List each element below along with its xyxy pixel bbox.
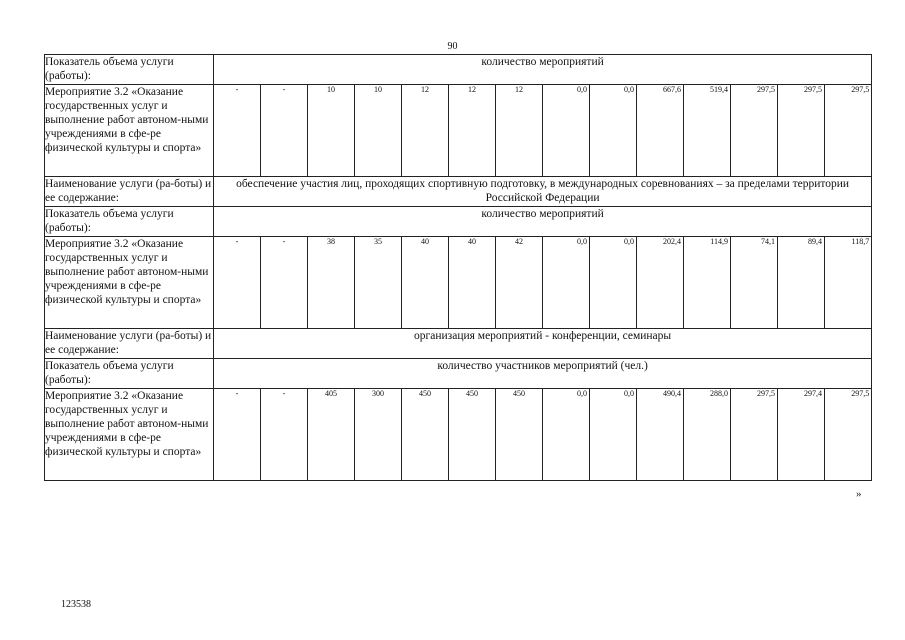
value-cell: 12 <box>449 85 496 177</box>
value-cell: - <box>261 85 308 177</box>
service-name-value: обеспечение участия лиц, проходящих спортивную подготовку, в международных соревнованиях – за пределами территории Российской Федерации <box>214 177 872 207</box>
indicator-row <box>45 55 872 85</box>
measure-row <box>45 237 872 329</box>
value-cell: 40 <box>449 237 496 329</box>
value-cell: - <box>261 389 308 481</box>
service-name-row <box>45 177 872 207</box>
value-cell: 202,4 <box>637 237 684 329</box>
value-cell: 12 <box>496 85 543 177</box>
indicator-row <box>45 207 872 237</box>
measure-label: Мероприятие 3.2 «Оказание государственных услуг и выполнение работ автоном-ными учреждениями в сфе-ре физической культуры и спорта» <box>45 389 214 481</box>
value-cell: 118,7 <box>825 237 872 329</box>
value-cell: 42 <box>496 237 543 329</box>
value-cell: 297,5 <box>731 389 778 481</box>
value-cell: 297,5 <box>778 85 825 177</box>
value-cell: 519,4 <box>684 85 731 177</box>
indicator-value: количество мероприятий <box>214 207 872 237</box>
value-cell: 0,0 <box>590 389 637 481</box>
closing-quote: » <box>856 488 862 500</box>
value-cell: 0,0 <box>590 85 637 177</box>
value-cell: 450 <box>449 389 496 481</box>
indicator-value: количество мероприятий <box>214 55 872 85</box>
measure-label: Мероприятие 3.2 «Оказание государственных услуг и выполнение работ автоном-ными учреждениями в сфе-ре физической культуры и спорта» <box>45 237 214 329</box>
value-cell: 288,0 <box>684 389 731 481</box>
footer-code: 123538 <box>61 599 91 610</box>
value-cell: 450 <box>496 389 543 481</box>
value-cell: 10 <box>308 85 355 177</box>
indicator-label: Показатель объема услуги (работы): <box>45 55 214 85</box>
value-cell: - <box>214 389 261 481</box>
value-cell: 667,6 <box>637 85 684 177</box>
value-cell: 297,4 <box>778 389 825 481</box>
value-cell: 300 <box>355 389 402 481</box>
indicator-label: Показатель объема услуги (работы): <box>45 359 214 389</box>
value-cell: 40 <box>402 237 449 329</box>
value-cell: 297,5 <box>825 85 872 177</box>
service-name-row <box>45 329 872 359</box>
value-cell: - <box>214 85 261 177</box>
value-cell: 35 <box>355 237 402 329</box>
value-cell: 12 <box>402 85 449 177</box>
indicator-label: Показатель объема услуги (работы): <box>45 207 214 237</box>
page-number: 90 <box>447 41 458 52</box>
value-cell: 89,4 <box>778 237 825 329</box>
service-name-label: Наименование услуги (ра-боты) и ее содержание: <box>45 329 214 359</box>
service-table <box>44 54 872 481</box>
value-cell: - <box>214 237 261 329</box>
value-cell: 0,0 <box>543 237 590 329</box>
value-cell: 38 <box>308 237 355 329</box>
indicator-row <box>45 359 872 389</box>
value-cell: 0,0 <box>590 237 637 329</box>
value-cell: 297,5 <box>825 389 872 481</box>
value-cell: 114,9 <box>684 237 731 329</box>
table-body <box>45 55 872 481</box>
value-cell: 74,1 <box>731 237 778 329</box>
service-name-label: Наименование услуги (ра-боты) и ее содержание: <box>45 177 214 207</box>
value-cell: 10 <box>355 85 402 177</box>
measure-row <box>45 389 872 481</box>
value-cell: 297,5 <box>731 85 778 177</box>
value-cell: 0,0 <box>543 389 590 481</box>
value-cell: 490,4 <box>637 389 684 481</box>
value-cell: 450 <box>402 389 449 481</box>
measure-label: Мероприятие 3.2 «Оказание государственных услуг и выполнение работ автоном-ными учреждениями в сфе-ре физической культуры и спорта» <box>45 85 214 177</box>
value-cell: 0,0 <box>543 85 590 177</box>
value-cell: - <box>261 237 308 329</box>
measure-row <box>45 85 872 177</box>
service-name-value: организация мероприятий - конференции, семинары <box>214 329 872 359</box>
value-cell: 405 <box>308 389 355 481</box>
indicator-value: количество участников мероприятий (чел.) <box>214 359 872 389</box>
